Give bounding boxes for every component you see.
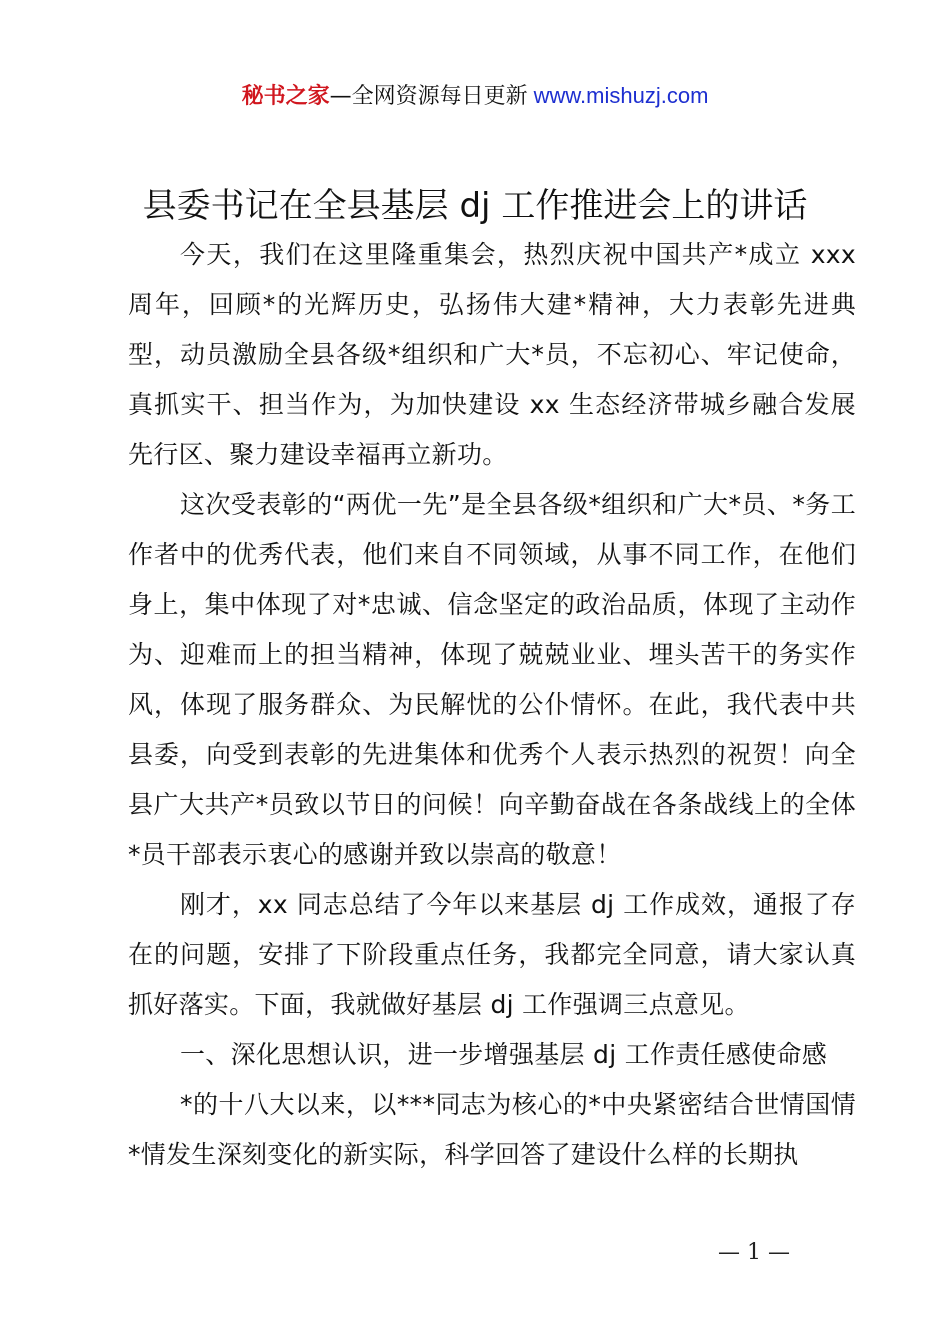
section-heading: 一、深化思想认识，进一步增强基层 dj 工作责任感使命感	[180, 1040, 828, 1069]
paragraph-agenda: 刚才，xx 同志总结了今年以来基层 dj 工作成效，通报了存在的问题，安排了下阶段重点任务，我都完全同意，请大家认真抓好落实。下面，我就做好基层 dj 工作强调三点意见。	[128, 890, 856, 1019]
paragraph-opening: 今天，我们在这里隆重集会，热烈庆祝中国共产*成立 xxx 周年，回顾*的光辉历史，弘扬伟大建*精神，大力表彰先进典型，动员激励全县各级*组织和广大*员，不忘初心、牢记使命，真抓实干、担当作为，为加快建设 xx 生态经济带城乡融合发展先行区、聚力建设幸福再立新功。	[128, 240, 856, 469]
paragraph-section-one: *的十八大以来，以***同志为核心的*中央紧密结合世情国情*情发生深刻变化的新实际，科学回答了建设什么样的长期执	[128, 1090, 856, 1169]
paragraph-commendation: 这次受表彰的“两优一先”是全县各级*组织和广大*员、*务工作者中的优秀代表，他们来自不同领域，从事不同工作，在他们身上，集中体现了对*忠诚、信念坚定的政治品质，体现了主动作为、迎难而上的担当精神，体现了兢兢业业、埋头苦干的务实作风，体现了服务群众、为民解忧的公仆情怀。在此，我代表中共县委，向受到表彰的先进集体和优秀个人表示热烈的祝贺！向全县广大共产*员致以节日的问候！向辛勤奋战在各条战线上的全体*员干部表示衷心的感谢并致以崇高的敬意！	[128, 490, 856, 869]
header-tagline: —全网资源每日更新	[329, 84, 528, 109]
document-body	[128, 230, 856, 1180]
site-header	[0, 80, 950, 113]
document-title: 县委书记在全县基层 dj 工作推进会上的讲话	[142, 186, 808, 226]
brand-name: 秘书之家	[241, 84, 330, 109]
page-number: — 1 —	[718, 1240, 790, 1265]
site-url-link[interactable]: www.mishuzj.com	[533, 83, 709, 108]
